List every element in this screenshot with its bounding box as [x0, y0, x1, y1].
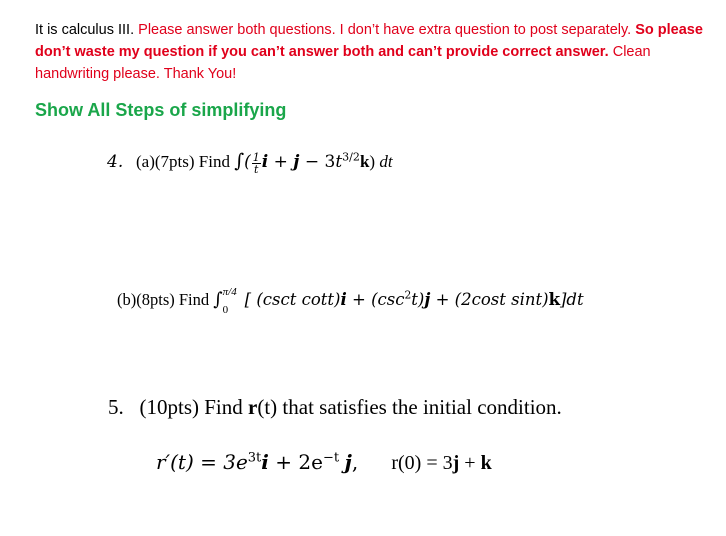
vector-i: i: [261, 450, 269, 474]
initial-vector-j: j: [452, 452, 460, 474]
exponent: 3/2: [342, 150, 360, 164]
expr-end: ]dt: [560, 289, 584, 309]
fraction-denominator: t: [254, 162, 259, 176]
problem-5-number: 5.: [108, 395, 124, 419]
equation-lhs: r′(t) = 3e: [156, 450, 248, 474]
comma: ,: [351, 450, 359, 474]
vector-j: j: [424, 289, 431, 309]
squared: 2: [404, 288, 412, 302]
expr-start: [ (csct cott): [244, 289, 341, 309]
intro-red-text: Please answer both questions. I don’t have extra question to post separately.: [138, 22, 632, 38]
equation-mid: + 2e: [268, 450, 323, 474]
expr-mid: t): [411, 289, 425, 309]
vector-i: i: [261, 152, 269, 172]
minus-term: − 3: [299, 152, 336, 172]
vector-j: j: [344, 450, 352, 474]
initial-vector-k: k: [480, 452, 492, 474]
problem-4b-label: (b)(8pts) Find: [117, 289, 210, 309]
exponent-neg-t: −t: [322, 450, 340, 466]
plus-sign: +: [268, 152, 294, 172]
vector-k: k: [359, 152, 370, 171]
vector-k: k: [548, 289, 560, 309]
integral-sign: ∫: [213, 288, 223, 310]
expr-plus-csc: + (csc: [346, 289, 405, 309]
intro-red-bold-text: So please don’t waste my question if you can’t answer both and can’t provide correct answer.: [35, 22, 703, 60]
problem-4b: [117, 288, 584, 314]
variable-t: t: [335, 152, 343, 172]
lower-limit: 0: [222, 304, 229, 316]
intro-paragraph: [35, 19, 705, 85]
integral-limits: [223, 288, 235, 314]
integral-sign: ∫: [234, 150, 245, 172]
problem-5-prompt-post: (t) that satisfies the initial condition.: [257, 395, 562, 419]
problem-5-prompt: [108, 395, 562, 420]
problem-5-equation: [156, 450, 492, 475]
problem-4-number: 4.: [107, 152, 124, 172]
expr-plus-2cost: + (2cost sint): [430, 289, 549, 309]
open-paren: (: [244, 152, 251, 172]
close-paren: ): [369, 152, 376, 171]
problem-5-prompt-pre: (10pts) Find: [139, 395, 243, 419]
problem-5-r: r: [248, 395, 258, 419]
initial-plus: +: [459, 452, 481, 474]
section-heading: Show All Steps of simplifying: [35, 100, 287, 120]
intro-red-text-2: Clean handwriting please. Thank You!: [35, 44, 651, 82]
problem-4a: [107, 150, 393, 175]
intro-black-text: It is calculus III.: [35, 22, 135, 38]
dt: dt: [379, 152, 393, 171]
upper-limit: π/4: [222, 286, 237, 298]
vector-j: j: [293, 152, 300, 172]
exponent-3t: 3t: [247, 450, 262, 466]
vector-i: i: [340, 289, 347, 309]
fraction-1-over-t: [252, 152, 261, 175]
problem-4a-label: (a)(7pts) Find: [135, 152, 230, 171]
fraction-numerator: 1: [252, 150, 260, 164]
initial-condition: r(0) = 3: [391, 452, 453, 474]
